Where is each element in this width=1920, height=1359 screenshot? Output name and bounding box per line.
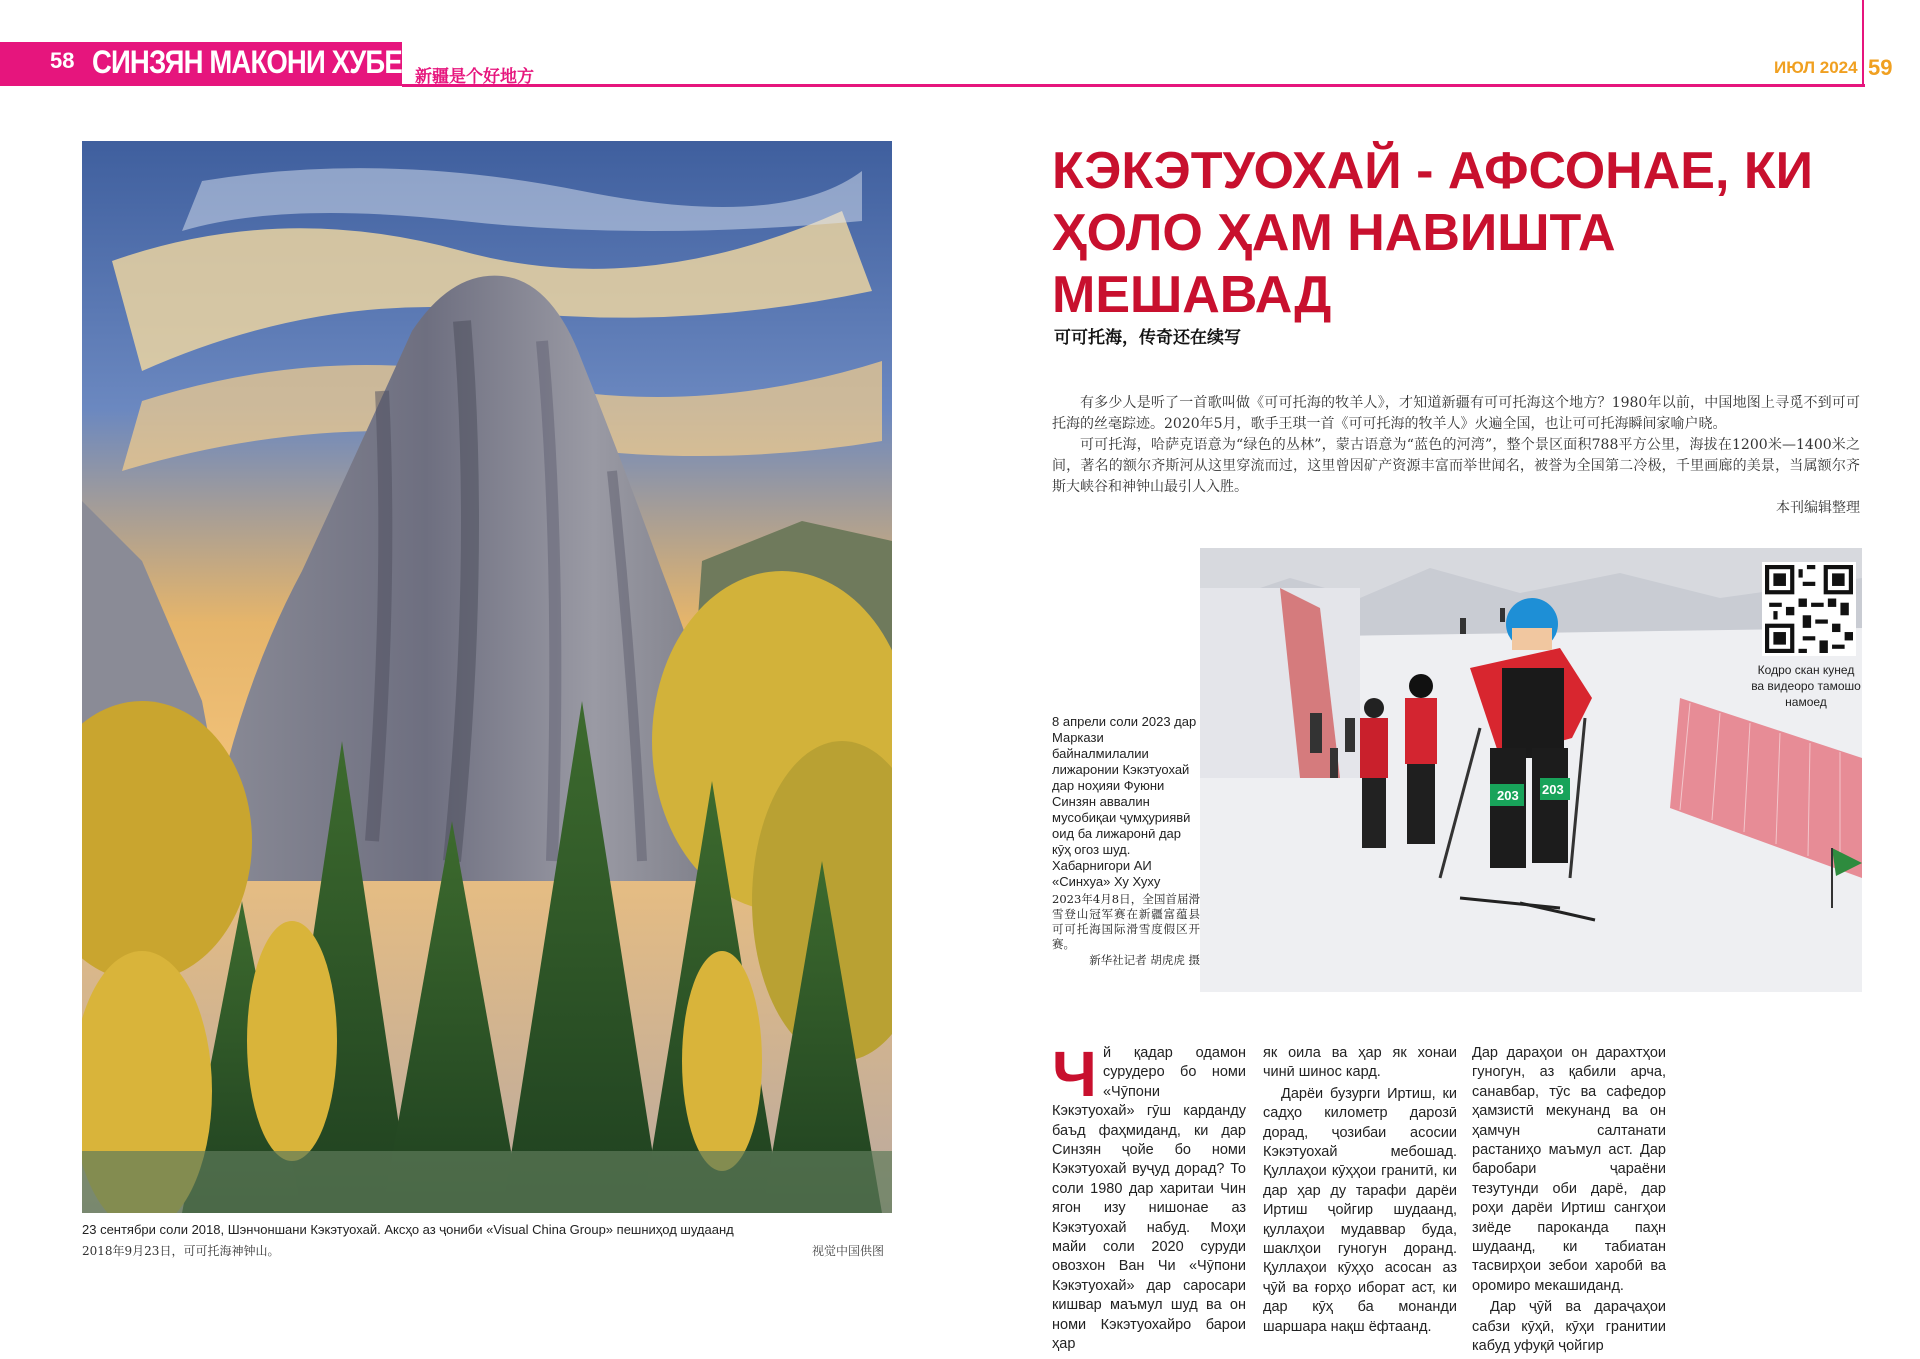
- body-paragraph: Дар дараҳои он дарахтҳои гуногун, аз қабили арча, санавбар, тӯс ва сафедор ҳамзистӣ мекунанд ва он ҳамчун салтанати растаниҳо маъмул аст. Дар баробари ҷараёни тезутунди оби дарё, дар роҳи дарёи Иртиш сангҳои зиёде пароканда паҳн шудаанд, ки табиатан тасвирҳои зебои харобӣ ва оромиро мекашиданд.: [1472, 1045, 1666, 1294]
- ski-photo-caption: 8 апрели соли 2023 дар Маркази байналмилалии лижаронии Кэкэтуохай дар ноҳияи Фуюни Синзян аввалин мусобиқаи ҷумҳуриявӣ оид ба лижаронӣ дар кӯҳ огоз шуд. Хабарнигори АИ «Синхуа» Ху Хуху: [1052, 714, 1197, 889]
- issue-date: ИЮЛ 2024: [1774, 58, 1858, 77]
- body-column-3: [1472, 1044, 1666, 1359]
- page-number-right: 59: [1868, 55, 1893, 80]
- page-number-left: 58: [50, 48, 75, 73]
- body-paragraph: як оила ва ҳар як хонаи чинӣ шинос кард.: [1263, 1045, 1457, 1081]
- body-column-2: [1263, 1044, 1457, 1339]
- intro-zh: [1052, 393, 1860, 519]
- qr-code-note: Кодро скан кунед ва видеоро тамошо намоед: [1751, 663, 1861, 709]
- body-paragraph: Дар ҷӯй ва дараҷаҳои сабзи кӯҳӣ, кӯҳи гранитии кабуд уфуқӣ ҷойгир: [1472, 1299, 1666, 1355]
- mountain-photo-caption: 23 сентябри соли 2018, Шэнчоншани Кэкэтуохай. Аксҳо аз ҷониби «Visual China Group» пешниҳод шудаанд: [82, 1222, 734, 1237]
- intro-paragraph: 可可托海，哈萨克语意为“绿色的丛林”，蒙古语意为“蓝色的河湾”，整个景区面积788平方公里，海拔在1200米—1400米之间，著名的额尔齐斯河从这里穿流而过，这里曾因矿产资源丰富而举世闻名，被誉为全国第二冷极，千里画廊的美景，当属额尔齐斯大峡谷和神钟山最引人入胜。: [1052, 437, 1860, 495]
- mountain-illustration: [82, 141, 892, 1213]
- intro-paragraph: 有多少人是听了一首歌叫做《可可托海的牧羊人》，才知道新疆有可可托海这个地方？1980年以前，中国地图上寻觅不到可可托海的丝毫踪迹。2020年5月，歌手王琪一首《可可托海的牧羊人》火遍全国，也让可可托海瞬间家喻户晓。: [1052, 395, 1860, 432]
- ski-photo-caption-block: [1052, 714, 1200, 968]
- bib-number: 203: [1497, 788, 1519, 803]
- header-rule: [402, 84, 1865, 87]
- body-paragraph: Дарёи бузурги Иртиш, ки садҳо километр дарозӣ дорад, ҷозибаи асосии Кэкэтуохай мебошад. Қуллаҳои кӯҳҳои гранитӣ, ки дар ҳар ду тарафи дарёи Иртиш ҷойгир шудаанд, қуллаҳои мудаввар буда, шаклҳои гуногун доранд. Қуллаҳои кӯҳҳо асосан аз ҷӯй ва ғорҳо иборат аст, ки дар кӯҳ ба монанди шаршара нақш ёфтаанд.: [1263, 1085, 1457, 1335]
- qr-code[interactable]: [1762, 562, 1856, 656]
- ski-photo-credit-zh: 新华社记者 胡虎虎 摄: [1089, 953, 1200, 967]
- mountain-photo-credit: 视觉中国供图: [812, 1244, 885, 1258]
- mountain-photo-caption-zh: 2018年9月23日，可可托海神钟山。: [82, 1244, 280, 1258]
- section-title-zh: 新疆是个好地方: [415, 67, 534, 87]
- drop-cap: Ч: [1052, 1038, 1097, 1110]
- article-subtitle-zh: 可可托海，传奇还在续写: [1054, 328, 1241, 348]
- body-paragraph: й қадар одамон сурудеро бо номи «Чӯпони Кэкэтуохай» гӯш карданду баъд фаҳмиданд, ки дар Синзян ҷойе бо номи Кэкэтуохай вуҷуд дорад? То соли 1980 дар харитаи Чин ягон изу нишонае аз Кэкэтуохай набуд. Моҳи майи соли 2020 суруди овозхон Ван Чи «Чӯпони Кэкэтуохай» дар саросари кишвар маъмул шуд ва он номи Кэкэтуохайро барои ҳар: [1052, 1045, 1246, 1353]
- intro-signature: 本刊编辑整理: [1776, 500, 1860, 516]
- qr-code-icon: [1765, 565, 1853, 653]
- mountain-photo: [82, 141, 892, 1213]
- body-column-1: [1052, 1038, 1246, 1357]
- ski-photo-caption-zh: 2023年4月8日，全国首届滑雪登山冠军赛在新疆富蕴县可可托海国际滑雪度假区开赛。: [1052, 892, 1200, 951]
- page-edge-rule: [1862, 0, 1864, 87]
- bib-number: 203: [1542, 782, 1564, 797]
- section-title: СИНЗЯН МАКОНИ ХУБЕСТ: [92, 44, 437, 80]
- article-title: КЭКЭТУОХАЙ - АФСОНАЕ, КИ ҲОЛО ҲАМ НАВИШТА МЕШАВАД: [1052, 142, 1813, 324]
